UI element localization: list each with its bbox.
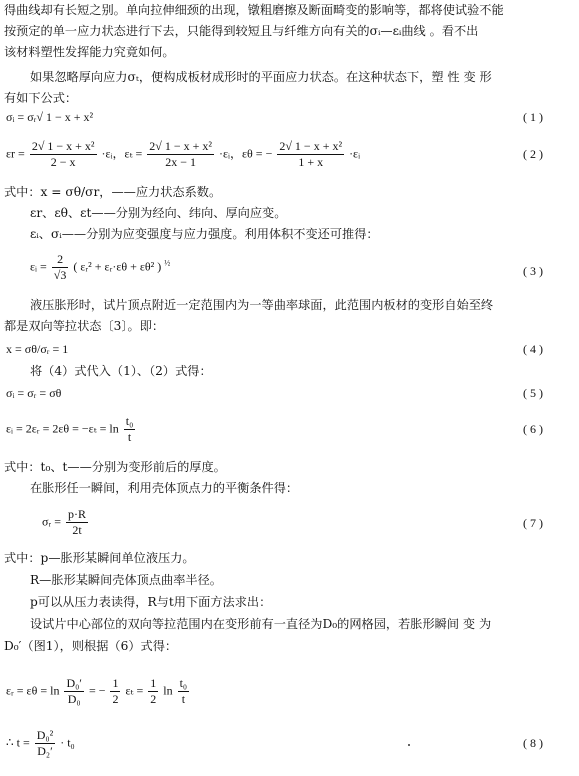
denominator: t [127, 430, 132, 444]
denominator: 2t [72, 523, 82, 537]
equation-2 [6, 139, 360, 170]
eq-text: εᵢ = 2εᵣ = 2εθ = −εₜ = ln [6, 421, 119, 436]
eq-text: ( εᵣ² + εᵣ·εθ + εθ² ) [73, 259, 162, 274]
numerator: 2√ 1 − x + x² [279, 139, 343, 153]
denominator: 2 − x [50, 155, 76, 169]
fraction [178, 676, 190, 707]
paragraph-line: p可以从压力表读得，R与t用下面方法求出： [30, 595, 272, 609]
paragraph-line: 设试片中心部位的双向等拉范围内在变形前有一直径为D₀的网格园，若胀形瞬间 变 为 [30, 617, 492, 631]
numerator: t₀ [179, 676, 188, 690]
equation-6 [6, 414, 137, 445]
eq-text: ·εᵢ，εₜ = [101, 146, 146, 161]
numerator: 2√ 1 − x + x² [31, 139, 95, 153]
fraction [35, 728, 55, 759]
scan-speck [408, 744, 410, 746]
paragraph-line: 该材料塑性发挥能力究竟如何。 [4, 45, 175, 59]
numerator: p·R [68, 507, 86, 521]
equation-number: ( 2 ) [523, 147, 543, 161]
equation-7 [42, 507, 90, 538]
equation-number: ( 5 ) [523, 386, 543, 400]
eq-text: εr = [6, 146, 28, 161]
exponent: ½ [164, 258, 171, 268]
eq-text: ·εᵢ，εθ = − [219, 146, 273, 161]
equation-4: x = σθ/σᵣ = 1 [6, 342, 69, 356]
eq-text: εᵣ = εθ = ln [6, 683, 60, 698]
paragraph-line: 式中：t₀、t——分别为变形前后的厚度。 [4, 460, 226, 474]
paragraph-line: 有如下公式： [4, 91, 78, 105]
paragraph-line: R—胀形某瞬间壳体顶点曲率半径。 [30, 573, 222, 587]
denominator: 2 [112, 692, 119, 706]
denominator: 2 [150, 692, 157, 706]
paragraph-line: 式中：p—胀形某瞬间单位液压力。 [4, 551, 195, 565]
eq-text: εₜ = [125, 683, 147, 698]
paragraph-line: εᵢ、σᵢ——分别为应变强度与应力强度。利用体积不变还可推得： [30, 227, 379, 241]
paragraph-line: 都是双向等拉状态〔3〕。即： [4, 319, 165, 333]
fraction [52, 252, 69, 283]
denominator: 2x − 1 [165, 155, 197, 169]
fraction [148, 676, 158, 707]
paragraph-line: D₀′（图1），则根据（6）式得： [4, 639, 178, 653]
eq-text: = − [88, 683, 106, 698]
paragraph-line: 在胀形任一瞬间，利用壳体顶点力的平衡条件得： [30, 481, 299, 495]
paragraph-line: 液压胀形时，试片顶点附近一定范围内为一等曲率球面，此范围内板材的变形自始至终 [30, 298, 494, 312]
equation-number: ( 3 ) [523, 264, 543, 278]
denominator: D₀ [67, 692, 81, 706]
eq-text: ·εᵢ [349, 146, 361, 161]
numerator: D₀² [36, 728, 54, 742]
equation-number: ( 6 ) [523, 422, 543, 436]
eq-text: ln [163, 683, 173, 698]
numerator: 2√ 1 − x + x² [149, 139, 213, 153]
denominator: D₂′ [37, 744, 53, 758]
paragraph-line: 按预定的单一应力状态进行下去，只能得到较短且与纤维方向有关的σᵢ—εᵢ曲线 。看不出 [4, 24, 479, 38]
equation-8b [6, 728, 75, 759]
fraction [124, 414, 136, 445]
equation-8a [6, 676, 191, 707]
denominator: t [181, 692, 186, 706]
eq-text: ∴ t = [6, 735, 33, 750]
equation-number: ( 4 ) [523, 342, 543, 356]
fraction [30, 139, 97, 170]
denominator: √3 [53, 268, 67, 282]
equation-3 [30, 252, 170, 283]
eq-text: · t₀ [60, 735, 75, 750]
paragraph-line: 如果忽略厚向应力σₜ，便构成板材成形时的平面应力状态。在这种状态下，塑 性 变 形 [30, 70, 492, 84]
eq-text: εᵢ = [30, 259, 50, 274]
numerator: t₀ [125, 414, 134, 428]
numerator: 1 [112, 676, 119, 690]
fraction [147, 139, 214, 170]
equation-number: ( 1 ) [523, 110, 543, 124]
fraction [66, 507, 88, 538]
paragraph-line: 得曲线却有长短之别。单向拉伸细颈的出现，镦粗磨擦及断面畸变的影响等，都将使试验不能 [4, 3, 504, 17]
equation-1: σᵢ = σᵣ√ 1 − x + x² [6, 110, 94, 124]
paragraph-line: 将（4）式代入（1）、（2）式得： [30, 364, 212, 378]
equation-number: ( 8 ) [523, 736, 543, 750]
numerator: 2 [52, 252, 69, 268]
paragraph-line: εr、εθ、εt——分别为经向、纬向、厚向应变。 [30, 206, 287, 220]
paragraph-line: 式中：x = σθ/σr，——应力状态系数。 [4, 185, 222, 199]
fraction [277, 139, 344, 170]
numerator: D₀′ [66, 676, 82, 690]
equation-number: ( 7 ) [523, 516, 543, 530]
eq-text: σᵣ = [42, 514, 64, 529]
fraction [110, 676, 120, 707]
fraction [64, 676, 83, 707]
numerator: 1 [150, 676, 157, 690]
denominator: 1 + x [298, 155, 324, 169]
equation-5: σᵢ = σᵣ = σθ [6, 386, 62, 400]
